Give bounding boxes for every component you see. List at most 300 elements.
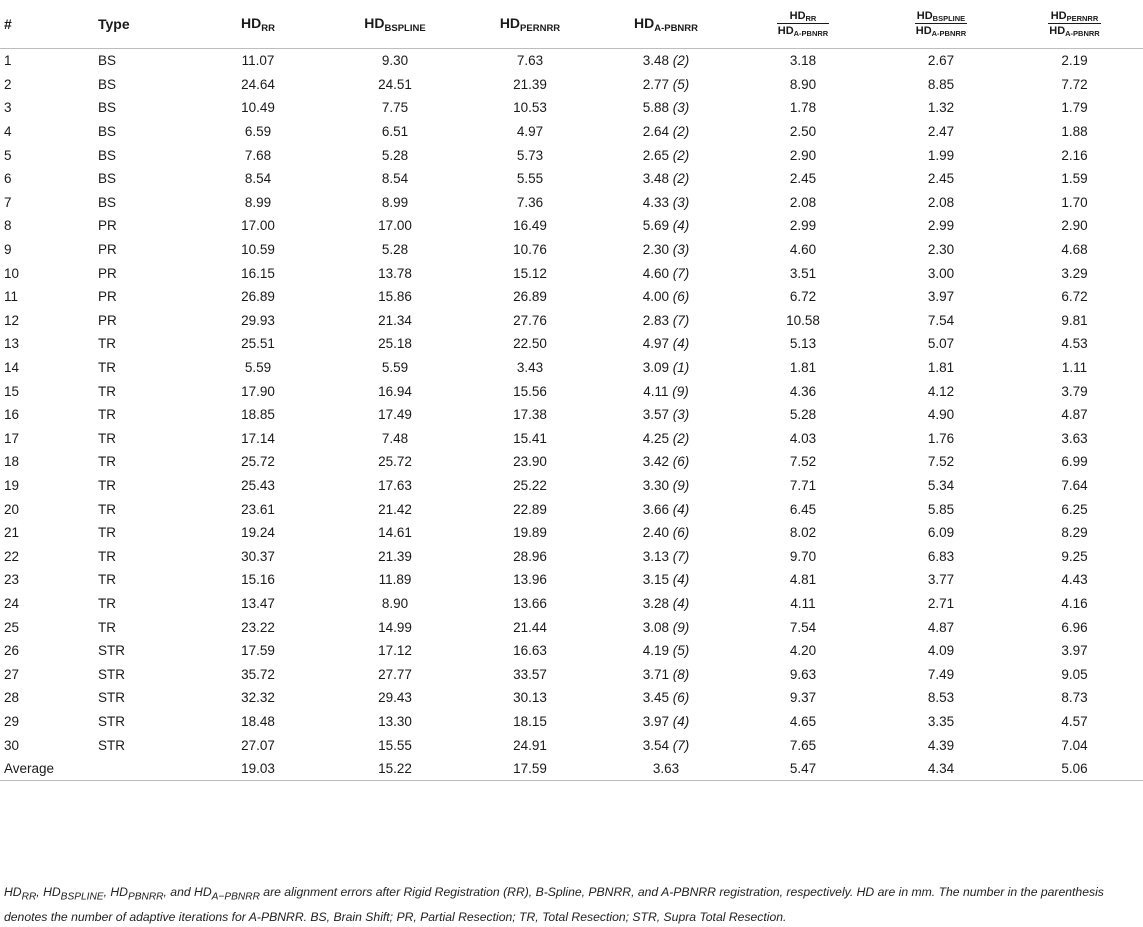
- cell-ratio-rr: 3.51: [789, 265, 817, 281]
- cell-ratio-pernrr: 4.53: [1061, 336, 1088, 352]
- header-ratio-rr: $\frac{\text{HDRR}}{\text{HDA-PBNRR}}$: [730, 0, 876, 49]
- iteration-count: (4): [672, 218, 690, 234]
- cell-type: BS: [98, 147, 117, 163]
- cell-hd-rr: 26.89: [241, 289, 275, 305]
- table-row: [0, 191, 1143, 215]
- cell-hd-pernrr: 7.36: [516, 194, 544, 210]
- cell-ratio-rr: 7.54: [789, 619, 817, 635]
- cell-ratio-rr: 2.45: [789, 171, 817, 187]
- cell-number: 7: [4, 194, 12, 210]
- cell-hd-rr: 17.00: [241, 218, 275, 234]
- cell-ratio-rr: 2.50: [789, 124, 817, 140]
- table-body: [0, 49, 1143, 781]
- cell-ratio-bspline: 7.54: [927, 312, 955, 328]
- cell-ratio-pernrr: 3.63: [1061, 430, 1088, 446]
- iteration-count: (4): [672, 595, 690, 611]
- cell-hd-pernrr: 13.96: [513, 572, 547, 588]
- table-row: [0, 497, 1143, 521]
- cell-hd-bspline: 13.78: [378, 265, 412, 281]
- cell-type: STR: [98, 666, 125, 682]
- table-row: [0, 521, 1143, 545]
- table-row: [0, 474, 1143, 498]
- table-row: [0, 332, 1143, 356]
- cell-hd-bspline: 17.00: [378, 218, 412, 234]
- iteration-count: (7): [672, 548, 690, 564]
- iteration-count: (9): [672, 383, 689, 399]
- iteration-count: (8): [672, 666, 690, 682]
- cell-number: 27: [4, 666, 20, 682]
- cell-ratio-rr: 4.11: [790, 595, 816, 611]
- iteration-count: (4): [672, 501, 690, 517]
- cell-number: 23: [4, 572, 20, 588]
- table-row: [0, 615, 1143, 639]
- cell-ratio-bspline: 3.77: [927, 572, 955, 588]
- table-row: [0, 49, 1143, 73]
- table-row: [0, 733, 1143, 757]
- cell-number: 26: [4, 643, 20, 659]
- iteration-count: (6): [672, 525, 690, 541]
- cell-type: BS: [98, 100, 117, 116]
- table-row: [0, 592, 1143, 616]
- cell-type: TR: [98, 548, 116, 564]
- cell-hd-bspline: 24.51: [378, 76, 412, 92]
- cell-hd-apbnrr: 3.15 (4): [642, 572, 690, 588]
- cell-hd-bspline: 7.75: [381, 100, 409, 116]
- cell-ratio-pernrr: 2.90: [1061, 218, 1088, 234]
- cell-hd-apbnrr: 4.11 (9): [643, 383, 689, 399]
- cell-ratio-pernrr: 4.43: [1061, 572, 1088, 588]
- cell-hd-bspline: 5.59: [381, 360, 409, 376]
- cell-ratio-bspline: 5.85: [927, 501, 955, 517]
- table-header: [0, 0, 1143, 49]
- cell-ratio-rr: 4.65: [789, 713, 817, 729]
- cell-ratio-bspline: 4.12: [927, 383, 955, 399]
- cell-hd-apbnrr: 3.42 (6): [642, 454, 690, 470]
- avg-ratio-rr: 5.47: [730, 757, 876, 781]
- iteration-count: (3): [672, 100, 690, 116]
- cell-hd-apbnrr: 5.88 (3): [642, 100, 690, 116]
- cell-number: 8: [4, 218, 12, 234]
- cell-hd-bspline: 16.94: [378, 383, 412, 399]
- cell-hd-rr: 13.47: [241, 595, 275, 611]
- cell-number: 15: [4, 383, 20, 399]
- cell-ratio-pernrr: 1.11: [1061, 360, 1088, 376]
- cell-type: PR: [98, 242, 117, 258]
- cell-hd-apbnrr: 2.64 (2): [642, 124, 690, 140]
- cell-hd-apbnrr: 4.25 (2): [642, 430, 690, 446]
- iteration-count: (6): [672, 454, 690, 470]
- cell-type: TR: [98, 525, 116, 541]
- cell-hd-bspline: 5.28: [381, 147, 409, 163]
- cell-hd-rr: 7.68: [244, 147, 272, 163]
- cell-hd-apbnrr: 3.08 (9): [642, 619, 690, 635]
- cell-hd-bspline: 27.77: [378, 666, 412, 682]
- cell-ratio-rr: 5.28: [789, 407, 817, 423]
- cell-ratio-pernrr: 4.16: [1061, 595, 1088, 611]
- cell-hd-pernrr: 5.73: [516, 147, 544, 163]
- cell-ratio-pernrr: 2.19: [1061, 53, 1088, 69]
- cell-hd-bspline: 8.99: [381, 194, 409, 210]
- avg-hd-rr: 19.03: [184, 757, 332, 781]
- cell-ratio-pernrr: 6.72: [1061, 289, 1088, 305]
- cell-hd-rr: 32.32: [241, 690, 275, 706]
- cell-ratio-rr: 5.13: [789, 336, 817, 352]
- cell-number: 13: [4, 336, 20, 352]
- cell-number: 30: [4, 737, 20, 753]
- cell-type: PR: [98, 218, 117, 234]
- cell-hd-bspline: 9.30: [381, 53, 409, 69]
- cell-ratio-rr: 4.36: [789, 383, 817, 399]
- cell-ratio-bspline: 4.39: [927, 737, 955, 753]
- cell-hd-bspline: 25.72: [378, 454, 412, 470]
- cell-ratio-pernrr: 3.97: [1061, 643, 1088, 659]
- cell-hd-bspline: 17.12: [378, 643, 412, 659]
- cell-ratio-bspline: 2.71: [927, 595, 955, 611]
- cell-hd-apbnrr: 3.48 (2): [642, 53, 690, 69]
- cell-hd-bspline: 21.34: [378, 312, 412, 328]
- cell-hd-rr: 10.49: [241, 100, 275, 116]
- cell-number: 20: [4, 501, 20, 517]
- cell-ratio-pernrr: 1.59: [1061, 171, 1088, 187]
- table-row: [0, 73, 1143, 97]
- cell-number: 16: [4, 407, 20, 423]
- cell-hd-pernrr: 23.90: [513, 454, 547, 470]
- table-row: [0, 96, 1143, 120]
- cell-number: 21: [4, 525, 20, 541]
- cell-ratio-rr: 9.70: [789, 548, 817, 564]
- cell-ratio-bspline: 2.45: [927, 171, 955, 187]
- iteration-count: (2): [672, 53, 690, 69]
- iteration-count: (4): [672, 713, 690, 729]
- avg-hd-apbnrr: 3.63: [602, 757, 730, 781]
- iteration-count: (9): [672, 477, 690, 493]
- cell-ratio-pernrr: 6.99: [1061, 454, 1088, 470]
- cell-hd-pernrr: 17.38: [513, 407, 547, 423]
- cell-ratio-bspline: 4.90: [927, 407, 955, 423]
- cell-ratio-pernrr: 4.57: [1061, 713, 1088, 729]
- cell-ratio-rr: 6.45: [789, 501, 817, 517]
- cell-type: BS: [98, 194, 117, 210]
- cell-hd-rr: 17.14: [241, 430, 275, 446]
- iteration-count: (2): [672, 171, 690, 187]
- cell-type: STR: [98, 643, 125, 659]
- cell-hd-pernrr: 21.39: [513, 76, 547, 92]
- cell-hd-rr: 8.54: [244, 171, 272, 187]
- cell-ratio-pernrr: 9.25: [1061, 548, 1088, 564]
- average-label: Average: [0, 757, 184, 781]
- cell-hd-apbnrr: 4.60 (7): [642, 265, 690, 281]
- cell-ratio-bspline: 7.52: [927, 454, 955, 470]
- avg-ratio-bspline: 4.34: [876, 757, 1006, 781]
- table-row: [0, 544, 1143, 568]
- cell-hd-bspline: 5.28: [381, 242, 409, 258]
- cell-hd-pernrr: 30.13: [513, 690, 547, 706]
- cell-number: 2: [4, 76, 12, 92]
- cell-ratio-rr: 6.72: [789, 289, 817, 305]
- cell-hd-apbnrr: 2.83 (7): [642, 312, 690, 328]
- cell-type: TR: [98, 572, 116, 588]
- cell-ratio-rr: 8.90: [789, 76, 817, 92]
- iteration-count: (2): [672, 430, 690, 446]
- cell-type: TR: [98, 619, 116, 635]
- cell-hd-pernrr: 16.63: [513, 643, 547, 659]
- cell-number: 28: [4, 690, 20, 706]
- cell-ratio-bspline: 6.09: [927, 525, 955, 541]
- cell-number: 14: [4, 360, 20, 376]
- cell-ratio-rr: 9.63: [789, 666, 817, 682]
- cell-ratio-pernrr: 1.79: [1061, 100, 1088, 116]
- cell-ratio-rr: 7.52: [789, 454, 817, 470]
- cell-type: STR: [98, 690, 125, 706]
- cell-ratio-pernrr: 2.16: [1061, 147, 1088, 163]
- cell-hd-apbnrr: 3.71 (8): [642, 666, 690, 682]
- cell-ratio-bspline: 8.85: [927, 76, 955, 92]
- cell-type: TR: [98, 454, 116, 470]
- cell-hd-pernrr: 15.12: [513, 265, 547, 281]
- cell-ratio-rr: 2.90: [789, 147, 817, 163]
- cell-hd-pernrr: 25.22: [513, 477, 547, 493]
- cell-ratio-bspline: 8.53: [927, 690, 955, 706]
- cell-hd-rr: 23.22: [241, 619, 275, 635]
- cell-ratio-pernrr: 8.73: [1061, 690, 1088, 706]
- cell-type: TR: [98, 430, 116, 446]
- cell-hd-apbnrr: 2.40 (6): [642, 525, 690, 541]
- cell-type: TR: [98, 501, 116, 517]
- cell-ratio-rr: 4.60: [789, 242, 817, 258]
- cell-type: TR: [98, 595, 116, 611]
- cell-hd-pernrr: 19.89: [513, 525, 547, 541]
- table-row: [0, 427, 1143, 451]
- cell-hd-rr: 17.59: [241, 643, 275, 659]
- iteration-count: (1): [672, 360, 690, 376]
- cell-hd-bspline: 25.18: [378, 336, 412, 352]
- cell-hd-rr: 29.93: [241, 312, 275, 328]
- cell-hd-rr: 23.61: [241, 501, 275, 517]
- table-row: [0, 214, 1143, 238]
- cell-hd-pernrr: 16.49: [513, 218, 547, 234]
- iteration-count: (4): [672, 336, 690, 352]
- header-type: Type: [94, 0, 184, 49]
- iteration-count: (5): [672, 76, 690, 92]
- cell-number: 5: [4, 147, 12, 163]
- table-row: [0, 686, 1143, 710]
- cell-hd-apbnrr: 3.09 (1): [642, 360, 690, 376]
- cell-ratio-bspline: 1.32: [927, 100, 955, 116]
- cell-hd-pernrr: 10.53: [513, 100, 547, 116]
- cell-hd-bspline: 21.39: [378, 548, 412, 564]
- cell-ratio-pernrr: 4.68: [1061, 242, 1088, 258]
- cell-type: BS: [98, 124, 117, 140]
- cell-hd-apbnrr: 3.66 (4): [642, 501, 690, 517]
- avg-hd-pernrr: 17.59: [458, 757, 602, 781]
- cell-ratio-pernrr: 8.29: [1061, 525, 1088, 541]
- iteration-count: (7): [672, 737, 690, 753]
- cell-hd-rr: 18.48: [241, 713, 275, 729]
- cell-number: 22: [4, 548, 20, 564]
- cell-hd-rr: 15.16: [241, 572, 275, 588]
- cell-ratio-rr: 4.20: [789, 643, 817, 659]
- cell-hd-apbnrr: 3.13 (7): [642, 548, 690, 564]
- header-number: #: [0, 0, 94, 49]
- cell-type: BS: [98, 53, 117, 69]
- table-row: [0, 356, 1143, 380]
- table-row: [0, 710, 1143, 734]
- cell-ratio-rr: 2.08: [789, 194, 817, 210]
- cell-ratio-rr: 4.03: [789, 430, 817, 446]
- cell-ratio-rr: 1.78: [789, 100, 817, 116]
- avg-hd-bspline: 15.22: [332, 757, 458, 781]
- cell-hd-bspline: 17.49: [378, 407, 412, 423]
- cell-ratio-rr: 10.58: [786, 312, 820, 328]
- cell-hd-pernrr: 3.43: [516, 360, 544, 376]
- cell-hd-rr: 6.59: [244, 124, 272, 140]
- avg-ratio-pernrr: 5.06: [1006, 757, 1143, 781]
- cell-hd-bspline: 14.99: [378, 619, 412, 635]
- cell-hd-apbnrr: 3.30 (9): [642, 477, 690, 493]
- cell-hd-apbnrr: 2.65 (2): [642, 147, 690, 163]
- header-hd-rr: $HD_{RR}$: [184, 0, 332, 49]
- cell-hd-rr: 19.24: [241, 525, 275, 541]
- cell-hd-pernrr: 18.15: [513, 713, 547, 729]
- iteration-count: (3): [672, 242, 690, 258]
- cell-hd-pernrr: 4.97: [516, 124, 544, 140]
- cell-hd-pernrr: 27.76: [513, 312, 547, 328]
- cell-type: TR: [98, 383, 116, 399]
- iteration-count: (2): [672, 124, 690, 140]
- cell-hd-bspline: 15.55: [378, 737, 412, 753]
- cell-ratio-rr: 9.37: [789, 690, 817, 706]
- cell-ratio-pernrr: 7.72: [1061, 76, 1088, 92]
- cell-ratio-bspline: 1.99: [927, 147, 955, 163]
- cell-ratio-pernrr: 1.88: [1061, 124, 1088, 140]
- cell-number: 17: [4, 430, 20, 446]
- table-row: [0, 238, 1143, 262]
- cell-ratio-bspline: 2.67: [927, 53, 955, 69]
- cell-ratio-bspline: 3.00: [927, 265, 955, 281]
- cell-hd-apbnrr: 3.97 (4): [642, 713, 690, 729]
- cell-type: TR: [98, 360, 116, 376]
- table-row: [0, 143, 1143, 167]
- iteration-count: (7): [672, 312, 690, 328]
- cell-ratio-pernrr: 4.87: [1061, 407, 1088, 423]
- cell-hd-pernrr: 15.41: [513, 430, 547, 446]
- table-row: [0, 450, 1143, 474]
- cell-ratio-rr: 2.99: [789, 218, 817, 234]
- cell-ratio-pernrr: 3.29: [1061, 265, 1088, 281]
- header-hd-bspline: $HD_{BSPLINE}$: [332, 0, 458, 49]
- table-row: [0, 285, 1143, 309]
- cell-hd-apbnrr: 3.45 (6): [642, 690, 690, 706]
- cell-number: 19: [4, 477, 20, 493]
- cell-hd-rr: 25.51: [241, 336, 275, 352]
- cell-hd-rr: 25.72: [241, 454, 275, 470]
- cell-type: TR: [98, 407, 116, 423]
- cell-ratio-bspline: 2.30: [927, 242, 955, 258]
- cell-ratio-pernrr: 6.96: [1061, 619, 1088, 635]
- cell-hd-apbnrr: 3.57 (3): [642, 407, 690, 423]
- cell-hd-pernrr: 13.66: [513, 595, 547, 611]
- table-row: [0, 379, 1143, 403]
- header-hd-pernrr: $HD_{PERNRR}$: [458, 0, 602, 49]
- cell-ratio-rr: 4.81: [789, 572, 817, 588]
- cell-hd-rr: 16.15: [241, 265, 275, 281]
- cell-hd-rr: 5.59: [244, 360, 272, 376]
- cell-ratio-pernrr: 7.64: [1061, 477, 1088, 493]
- cell-hd-apbnrr: 4.19 (5): [642, 643, 690, 659]
- cell-hd-rr: 10.59: [241, 242, 275, 258]
- cell-hd-bspline: 8.54: [381, 171, 409, 187]
- cell-hd-apbnrr: 4.97 (4): [642, 336, 690, 352]
- cell-hd-bspline: 6.51: [381, 124, 409, 140]
- iteration-count: (3): [672, 194, 690, 210]
- cell-hd-bspline: 8.90: [381, 595, 409, 611]
- iteration-count: (4): [672, 572, 690, 588]
- table-footnote: $HD_{RR}$, $HD_{BSPLINE}$, $HD_{PBNRR}$, and $HD_{A-PBNRR}$ are alignment errors after Rigid Registration (RR), B-Spline, PBNRR, and A-PBNRR registration, respectively. HD are in mm. The number in the parenthesis denotes the number of adaptive iterations for A-PBNRR. BS, Brain Shift; PR, Partial Resection; TR, Total Resection; STR, Supra Total Resection.: [4, 885, 1104, 925]
- cell-ratio-rr: 1.81: [789, 360, 817, 376]
- cell-hd-apbnrr: 2.30 (3): [642, 242, 690, 258]
- table-row: [0, 120, 1143, 144]
- cell-ratio-bspline: 4.87: [927, 619, 955, 635]
- table-row: [0, 662, 1143, 686]
- cell-number: 18: [4, 454, 20, 470]
- cell-ratio-bspline: 2.08: [927, 194, 955, 210]
- cell-number: 4: [4, 124, 12, 140]
- cell-hd-pernrr: 15.56: [513, 383, 547, 399]
- cell-ratio-bspline: 6.83: [927, 548, 955, 564]
- iteration-count: (3): [672, 407, 690, 423]
- cell-hd-rr: 35.72: [241, 666, 275, 682]
- cell-ratio-pernrr: 6.25: [1061, 501, 1088, 517]
- cell-hd-bspline: 17.63: [378, 477, 412, 493]
- cell-hd-bspline: 15.86: [378, 289, 412, 305]
- iteration-count: (2): [672, 147, 690, 163]
- cell-hd-rr: 25.43: [241, 477, 275, 493]
- table-row: [0, 403, 1143, 427]
- cell-ratio-pernrr: 1.70: [1061, 194, 1088, 210]
- cell-type: PR: [98, 312, 117, 328]
- cell-hd-bspline: 14.61: [378, 525, 412, 541]
- cell-hd-pernrr: 28.96: [513, 548, 547, 564]
- cell-number: 3: [4, 100, 12, 116]
- header-ratio-bspline: $\frac{\text{HDBSPLINE}}{\text{HDA-PBNRR}}$: [876, 0, 1006, 49]
- cell-hd-bspline: 13.30: [378, 713, 412, 729]
- cell-ratio-bspline: 4.09: [927, 643, 955, 659]
- cell-ratio-pernrr: 7.04: [1061, 737, 1088, 753]
- cell-hd-apbnrr: 4.33 (3): [642, 194, 690, 210]
- cell-hd-pernrr: 21.44: [513, 619, 547, 635]
- cell-hd-pernrr: 7.63: [516, 53, 544, 69]
- cell-ratio-pernrr: 9.05: [1061, 666, 1088, 682]
- iteration-count: (9): [672, 619, 690, 635]
- cell-ratio-bspline: 2.99: [927, 218, 955, 234]
- cell-hd-bspline: 21.42: [378, 501, 412, 517]
- cell-ratio-bspline: 1.81: [927, 360, 955, 376]
- cell-hd-pernrr: 5.55: [516, 171, 544, 187]
- cell-hd-rr: 11.07: [241, 53, 275, 69]
- cell-ratio-rr: 8.02: [789, 525, 817, 541]
- cell-type: PR: [98, 289, 117, 305]
- cell-hd-apbnrr: 2.77 (5): [642, 76, 690, 92]
- cell-ratio-bspline: 2.47: [927, 124, 955, 140]
- cell-hd-rr: 30.37: [241, 548, 275, 564]
- cell-hd-apbnrr: 4.00 (6): [642, 289, 690, 305]
- cell-hd-pernrr: 10.76: [513, 242, 547, 258]
- table-row: [0, 568, 1143, 592]
- cell-hd-pernrr: 33.57: [513, 666, 547, 682]
- iteration-count: (5): [672, 643, 690, 659]
- cell-type: TR: [98, 336, 116, 352]
- cell-hd-apbnrr: 5.69 (4): [642, 218, 690, 234]
